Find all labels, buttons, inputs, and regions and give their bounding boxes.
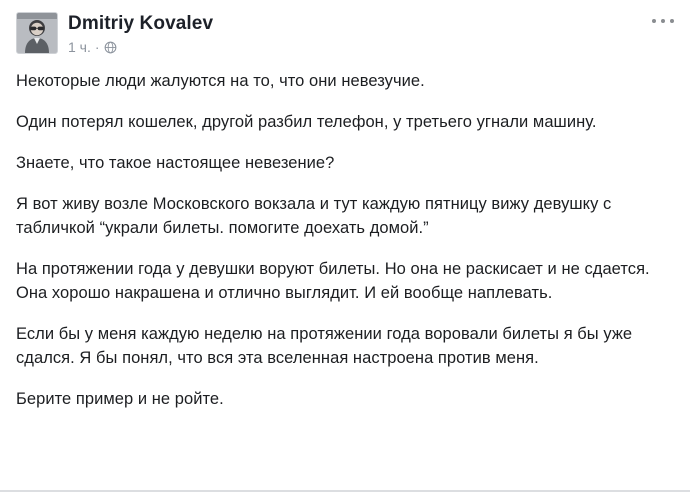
post-paragraph: Некоторые люди жалуются на то, что они невезучие. [16, 72, 425, 90]
author-name[interactable]: Dmitriy Kovalev [68, 13, 214, 34]
more-options-icon[interactable] [652, 14, 674, 28]
avatar[interactable] [16, 12, 58, 54]
header-text [68, 12, 213, 55]
post-paragraph: Если бы у меня каждую неделю на протяжении года воровали билеты я бы уже сдался. Я бы понял, что вся эта вселенная настроена против меня. [16, 325, 633, 367]
post-paragraph: Один потерял кошелек, другой разбил телефон, у третьего угнали машину. [16, 113, 597, 131]
post-meta [68, 39, 213, 55]
post-body [0, 59, 690, 411]
dot [652, 19, 656, 23]
post-paragraph: Я вот живу возле Московского вокзала и тут каждую пятницу вижу девушку с табличкой “украли билеты. помогите доехать домой.” [16, 195, 612, 237]
post-paragraph: Знаете, что такое настоящее невезение? [16, 154, 335, 172]
meta-separator: · [94, 39, 100, 55]
post-header [0, 0, 690, 59]
post-paragraph: Берите пример и не ройте. [16, 390, 224, 408]
dot [661, 19, 665, 23]
post-timestamp[interactable]: 1 ч. [68, 39, 91, 55]
globe-icon[interactable] [104, 40, 118, 54]
post-paragraph: На протяжении года у девушки воруют билеты. Но она не раскисает и не сдается. Она хорошо накрашена и отлично выглядит. И ей вообще наплевать. [16, 260, 650, 302]
dot [670, 19, 674, 23]
